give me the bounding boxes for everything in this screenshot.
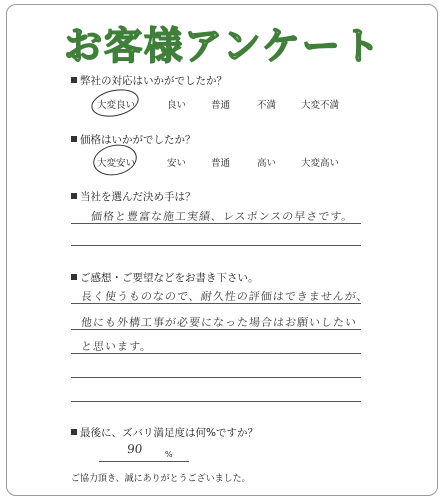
bullet-square-icon xyxy=(71,136,77,142)
bullet-square-icon xyxy=(71,193,77,199)
service-option-3[interactable]: 普通 xyxy=(211,100,231,111)
question-price-label: 価格はいかがでしたか？ xyxy=(80,134,196,146)
price-option-1[interactable]: 大変安い xyxy=(97,158,136,169)
satisfaction-line xyxy=(99,461,189,462)
survey-sheet xyxy=(6,4,438,496)
service-option-1[interactable]: 大変良い xyxy=(97,100,136,111)
thank-you-note: ご協力頂き、誠にありがとうございました。 xyxy=(71,474,251,484)
answer-line xyxy=(71,303,361,304)
price-option-3[interactable]: 普通 xyxy=(211,158,231,169)
service-selected-circle xyxy=(89,85,141,120)
bullet-square-icon xyxy=(71,274,77,280)
price-option-2[interactable]: 安い xyxy=(167,158,187,169)
question-comments-label: ご感想・ご要望などをお書き下さい。 xyxy=(80,272,259,284)
service-option-5[interactable]: 大変不満 xyxy=(301,100,340,111)
answer-line xyxy=(71,377,361,378)
bullet-square-icon xyxy=(71,77,77,83)
bullet-square-icon xyxy=(71,429,77,435)
service-option-2[interactable]: 良い xyxy=(167,100,187,111)
service-option-4[interactable]: 不満 xyxy=(257,100,277,111)
question-reason-label: 当社を選んだ決め手は？ xyxy=(80,191,196,203)
question-reason xyxy=(71,189,196,204)
question-service xyxy=(71,73,227,88)
answer-line xyxy=(71,223,361,224)
price-option-4[interactable]: 高い xyxy=(257,158,277,169)
comment-line-1: 長く使うものなので、耐久性の評価はできませんが、 xyxy=(80,290,370,303)
comment-line-2: 他にも外構工事が必要になった場合はお願いしたい xyxy=(80,316,358,329)
answer-line xyxy=(71,329,361,330)
question-satisfaction xyxy=(71,425,258,440)
question-price xyxy=(71,132,196,147)
satisfaction-value: 90 xyxy=(126,442,144,456)
reason-answer: 価格と豊富な施工実績、レスポンスの早さです。 xyxy=(90,210,355,223)
question-satisfaction-label: 最後に、ズバリ満足度は何%ですか？ xyxy=(80,427,258,439)
question-service-label: 弊社の対応はいかがでしたか？ xyxy=(80,75,227,87)
price-options xyxy=(95,155,395,171)
answer-line xyxy=(71,353,361,354)
service-options xyxy=(95,97,395,113)
question-comments xyxy=(71,270,259,285)
comment-line-3: と思います。 xyxy=(80,340,153,353)
answer-line xyxy=(71,245,361,246)
survey-title: お客様アンケート xyxy=(64,24,382,68)
price-option-5[interactable]: 大変高い xyxy=(301,158,340,169)
answer-line xyxy=(71,401,361,402)
satisfaction-unit: % xyxy=(165,450,173,459)
